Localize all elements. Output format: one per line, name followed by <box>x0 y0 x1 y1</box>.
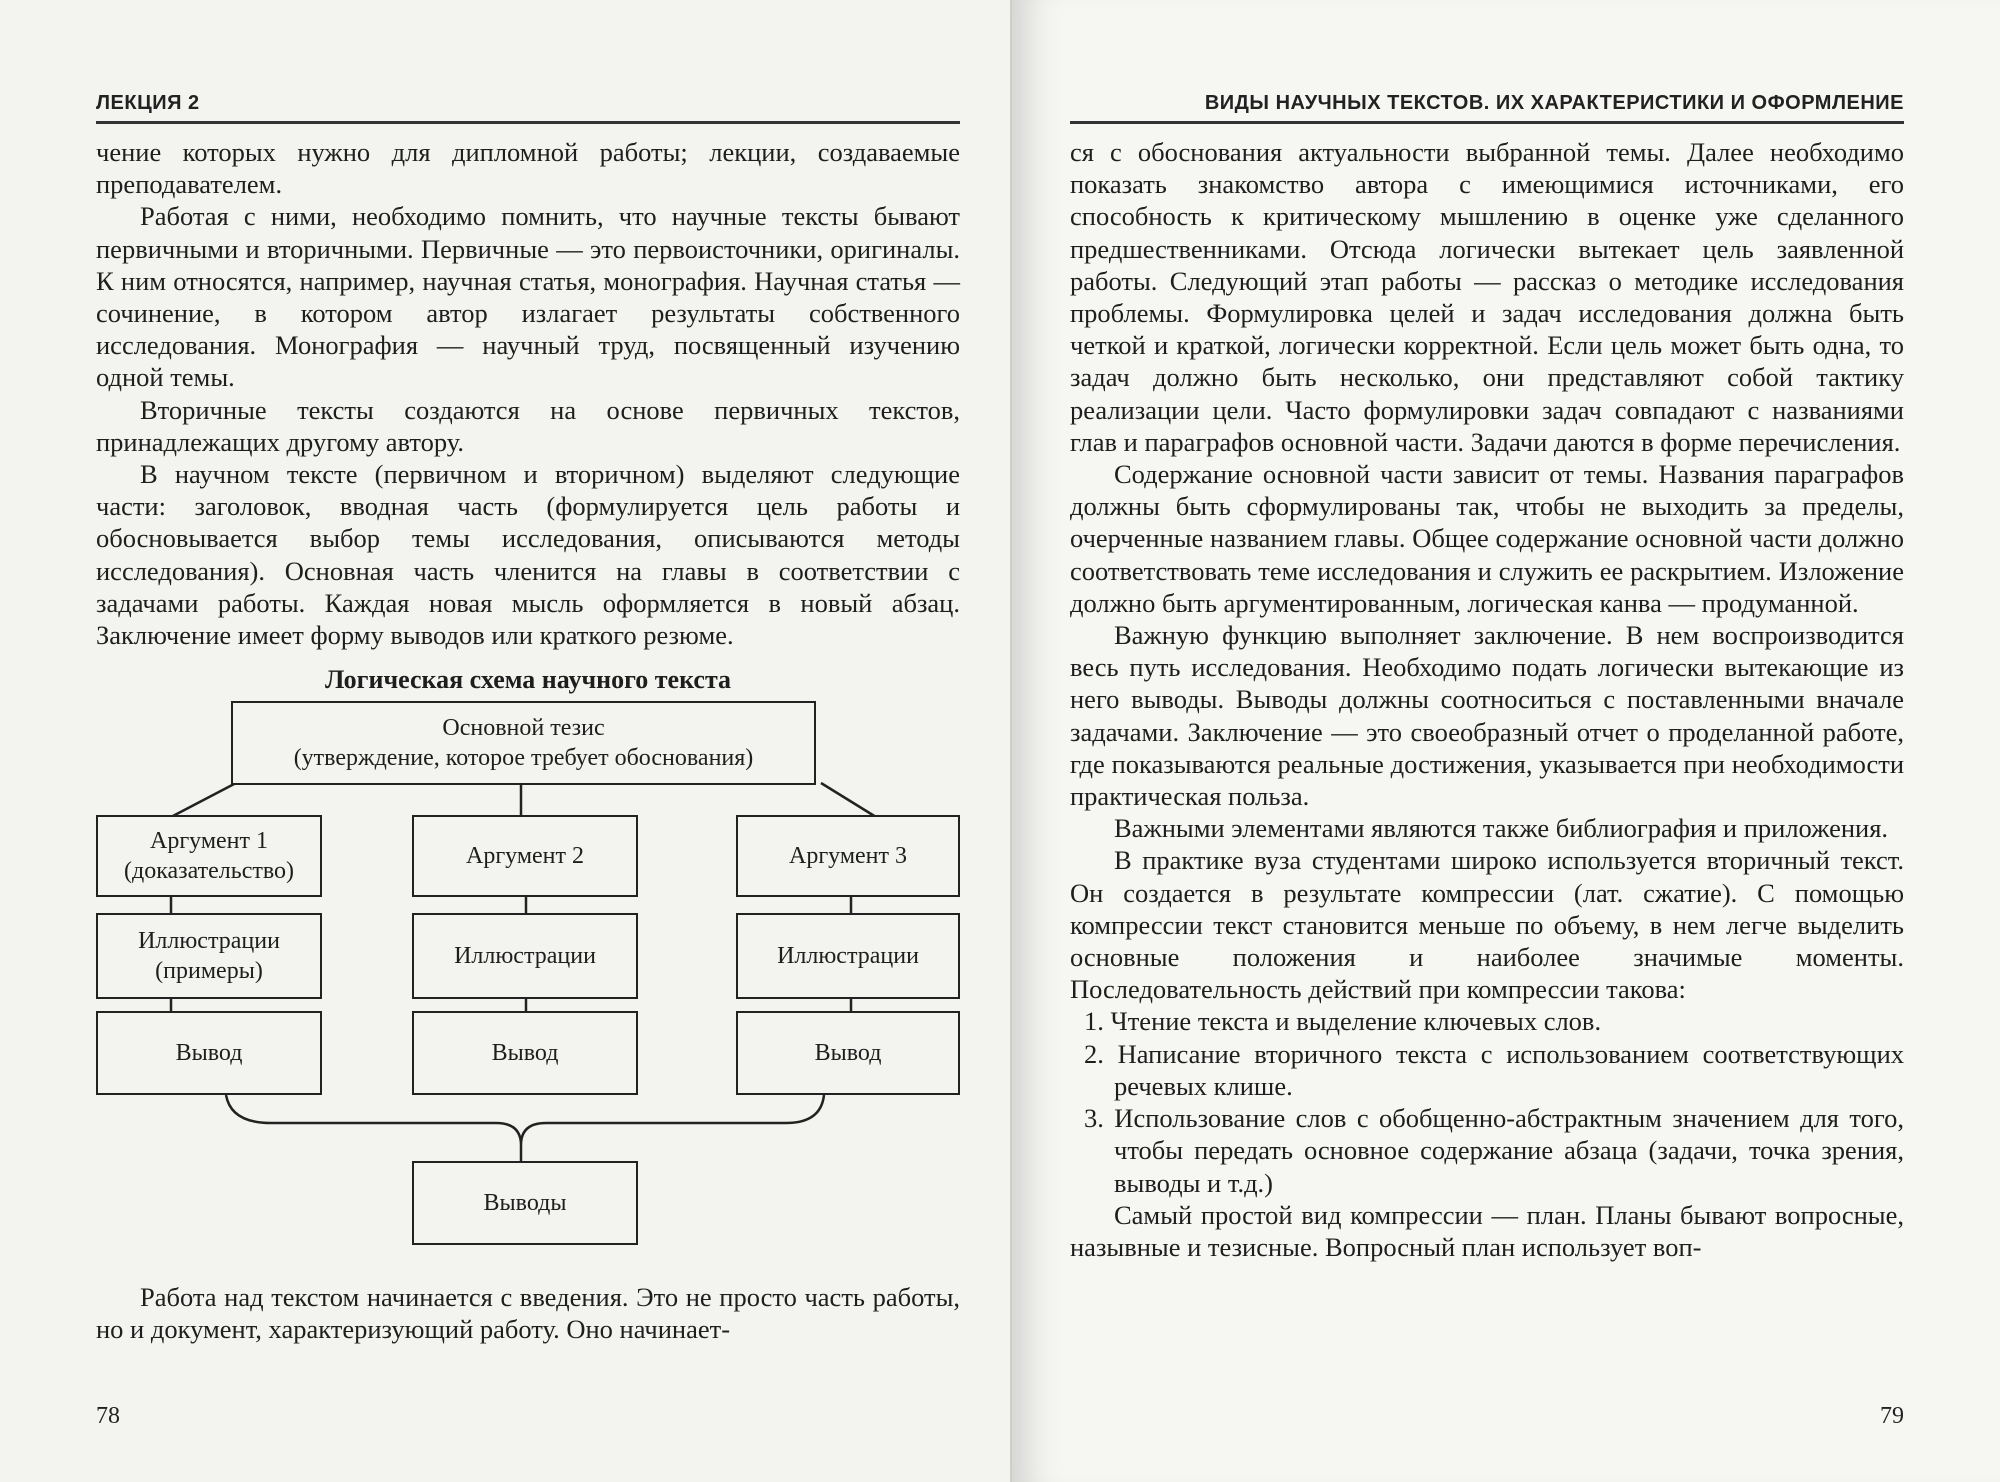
left-body-bottom <box>96 1281 960 1345</box>
left-paragraph-2: Работая с ними, необходимо помнить, что научные тексты бывают первичными и вторичными. Первичные — это первоисточники, оригиналы. К ним относятся, например, научная статья, монография. Научная статья — сочинение, в котором автор излагает результаты собственного исследования. Монография — научный труд, посвященный изучению одной темы. <box>96 201 960 393</box>
illustrations-3-box <box>736 913 960 999</box>
right-paragraph-4: Важными элементами являются также библиография и приложения. <box>1114 813 1889 844</box>
right-paragraph-2: Содержание основной части зависит от темы. Названия параграфов должны быть сформулированы так, чтобы не выходить за пределы, очерченные названием главы. Общее содержание основной части должно соответствовать теме исследования и служить ее раскрытием. Изложение должно быть аргументированным, логическая канва — продуманной. <box>1070 459 1904 618</box>
conclusion-2-box <box>412 1011 638 1095</box>
argument-2-box <box>412 815 638 897</box>
illustrations-1-box <box>96 913 322 999</box>
argument-1-line-2: (доказательство) <box>123 858 295 885</box>
list-item-2: 2. Написание вторичного текста с использованием соответствующих речевых клише. <box>1084 1038 1904 1101</box>
right-running-head: ВИДЫ НАУЧНЫХ ТЕКСТОВ. ИХ ХАРАКТЕРИСТИКИ И ОФОРМЛЕНИЕ <box>1070 92 1904 124</box>
conclusion-3-label: Вывод <box>814 1040 882 1067</box>
right-page <box>1010 0 2000 1482</box>
argument-1-line-1: Аргумент 1 <box>149 828 269 855</box>
illustrations-2-box <box>412 913 638 999</box>
left-paragraph-3: Вторичные тексты создаются на основе первичных текстов, принадлежащих другому автору. <box>96 394 960 457</box>
illustrations-2-label: Иллюстрации <box>454 943 596 970</box>
left-page-number: 78 <box>96 1403 120 1429</box>
argument-1-box <box>96 815 322 897</box>
right-paragraph-3: Важную функцию выполняет заключение. В нем воспроизводится весь путь исследования. Необходимо подать логически вытекающие из него выводы. Выводы должны соотноситься с поставленными вначале задачами. Заключение — это своеобразный отчет о проделанной работе, где показываются реальные достижения, указывается при необходимости практическая польза. <box>1070 620 1904 812</box>
thesis-line-1: Основной тезис <box>442 715 605 742</box>
brace-to-final <box>226 1095 824 1145</box>
argument-3-box <box>736 815 960 897</box>
left-paragraph-1: чение которых нужно для дипломной работы; лекции, создаваемые преподавателем. <box>96 137 960 200</box>
logic-diagram <box>96 701 960 1281</box>
final-conclusions-label: Выводы <box>483 1190 567 1217</box>
illustrations-3-label: Иллюстрации <box>777 943 919 970</box>
thesis-line-2: (утверждение, которое требует обоснования) <box>293 745 754 772</box>
right-paragraph-5: В практике вуза студентами широко используется вторичный текст. Он создается в результате компрессии (лат. сжатие). С помощью компрессии текст становится меньше по объему, в нем легче выделить основные положения и наиболее значимые моменты. Последовательность действий при компрессии такова: <box>1070 845 1904 1005</box>
connector-thesis-arg3 <box>821 783 876 817</box>
left-paragraph-4: В научном тексте (первичном и вторичном) выделяют следующие части: заголовок, вводная часть (формулируется цель работы и обосновывается выбор темы исследования, описываются методы исследования). Основная часть членится на главы в соответствии с задачами работы. Каждая новая мысль оформляется в новый абзац. Заключение имеет форму выводов или краткого резюме. <box>96 459 960 651</box>
left-running-head: ЛЕКЦИЯ 2 <box>96 92 960 124</box>
list-item-3: 3. Использование слов с обобщенно-абстрактным значением для того, чтобы передать основное содержание абзаца (задачи, точка зрения, выводы и т.д.) <box>1084 1103 1904 1198</box>
left-paragraph-bottom: Работа над текстом начинается с введения. Это не просто часть работы, но и документ, характеризующий работу. Оно начинает- <box>96 1282 960 1345</box>
connector-thesis-arg1 <box>171 783 236 817</box>
right-paragraph-last: Самый простой вид компрессии — план. Планы бывают вопросные, назывные и тезисные. Вопросный план использует воп- <box>1070 1199 1904 1262</box>
right-body-text <box>1070 136 1904 1263</box>
list-item-1: 1. Чтение текста и выделение ключевых слов. <box>1084 1006 1602 1037</box>
right-page-number: 79 <box>1880 1403 1904 1429</box>
diagram-title: Логическая схема научного текста <box>324 665 732 695</box>
illustrations-1-line-2: (примеры) <box>155 958 263 985</box>
argument-3-label: Аргумент 3 <box>788 843 908 870</box>
argument-2-label: Аргумент 2 <box>465 843 585 870</box>
right-paragraph-1: ся с обоснования актуальности выбранной темы. Далее необходимо показать знакомство автора с имеющимися источниками, его способность к критическому мышлению в оценке уже сделанного предшественниками. Отсюда логически вытекает цель заявленной работы. Следующий этап работы — рассказ о методике исследования проблемы. Формулировка целей и задач исследования должна быть четкой и краткой, логически корректной. Если цель может быть одна, то задач должно быть несколько, они представляют собой тактику реализации цели. Часто формулировки задач совпадают с названиями глав и параграфов основной части. Задачи даются в форме перечисления. <box>1070 137 1904 457</box>
conclusion-1-box <box>96 1011 322 1095</box>
final-conclusions-box <box>412 1161 638 1245</box>
conclusion-2-label: Вывод <box>491 1040 559 1067</box>
thesis-box <box>231 701 816 785</box>
left-body-text <box>96 136 960 651</box>
illustrations-1-line-1: Иллюстрации <box>138 928 280 955</box>
conclusion-1-label: Вывод <box>175 1040 243 1067</box>
conclusion-3-box <box>736 1011 960 1095</box>
